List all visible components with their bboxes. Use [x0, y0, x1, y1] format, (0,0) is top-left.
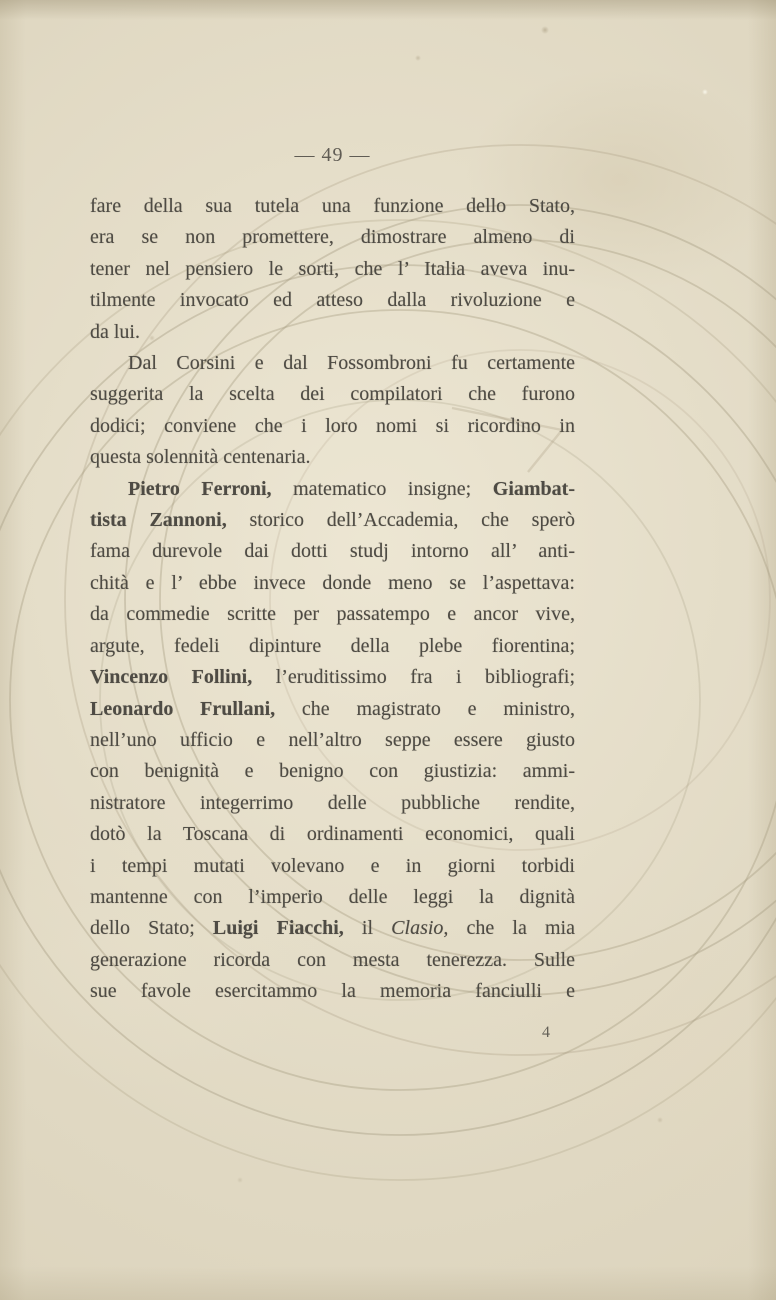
text-line [90, 379, 575, 410]
text-line [90, 851, 575, 882]
text-segment: il [343, 917, 392, 940]
text-line [90, 474, 575, 505]
text-line [90, 254, 575, 285]
text-line [90, 191, 575, 222]
text-segment: mantenne con l’imperio delle leggi la dignità [90, 885, 575, 908]
text-line [90, 976, 575, 1007]
text-line [90, 882, 575, 913]
text-segment: Dal Corsini e dal Fossombroni fu certamente [128, 352, 575, 375]
text-segment: era se non promettere, dimostrare almeno di [90, 226, 575, 249]
text-line [90, 694, 575, 725]
text-line [90, 725, 575, 756]
page-number: — 49 — [294, 144, 371, 166]
text-segment: generazione ricorda con mesta tenerezza. Sulle [90, 948, 575, 971]
text-segment: argute, fedeli dipinture della plebe fiorentina; [90, 634, 575, 657]
text-segment: dotò la Toscana di ordinamenti economici, quali [90, 823, 575, 846]
person-name-bold: Giambat- [492, 477, 575, 500]
text-line [90, 568, 575, 599]
text-line [90, 599, 575, 630]
text-segment: tilmente invocato ed atteso dalla rivoluzione e [90, 289, 575, 312]
text-line [90, 819, 575, 850]
signature-mark: 4 [542, 1024, 550, 1041]
text-line [90, 285, 575, 316]
page-body-text [90, 191, 575, 1008]
text-segment: storico dell’Accademia, che sperò [226, 509, 575, 532]
text-segment: nistratore integerrimo delle pubbliche rendite, [90, 791, 575, 814]
text-line [90, 411, 575, 442]
text-line [90, 536, 575, 567]
text-segment: sue favole esercitammo la memoria fanciulli e [90, 980, 575, 1003]
text-segment: chità e l’ ebbe invece donde meno se l’aspettava: [90, 571, 575, 594]
text-line [90, 913, 575, 944]
text-line [90, 442, 575, 473]
person-name-bold: Pietro Ferroni, [128, 477, 272, 500]
text-segment: dello Stato; [90, 917, 213, 940]
text-line [90, 945, 575, 976]
text-line [90, 348, 575, 379]
text-line [90, 756, 575, 787]
text-segment: nell’uno ufficio e nell’altro seppe essere giusto [90, 728, 575, 751]
text-segment: da lui. [90, 320, 140, 343]
person-name-bold: Vincenzo Follini, [90, 666, 253, 689]
text-line [90, 788, 575, 819]
text-line [90, 505, 575, 536]
text-segment: questa solennità centenaria. [90, 446, 311, 469]
text-segment: che magistrato e ministro, [275, 697, 575, 720]
text-segment: fama durevole dai dotti studj intorno all’ anti- [90, 540, 575, 563]
text-segment: l’eruditissimo fra i bibliografi; [252, 666, 576, 689]
text-segment: fare della sua tutela una funzione dello Stato, [90, 195, 575, 217]
text-line [90, 662, 575, 693]
text-line [90, 222, 575, 253]
person-name-bold: Leonardo Frullani, [90, 697, 276, 720]
person-name-bold: tista Zannoni, [90, 509, 227, 532]
text-segment: tener nel pensiero le sorti, che l’ Italia aveva inu- [90, 257, 575, 280]
text-segment: matematico insigne; [271, 477, 493, 500]
text-line [90, 631, 575, 662]
text-segment: dodici; conviene che i loro nomi si ricordino in [90, 414, 575, 437]
text-segment: da commedie scritte per passatempo e ancor vive, [90, 603, 575, 626]
text-segment: che la mia [448, 917, 575, 940]
text-segment: suggerita la scelta dei compilatori che furono [90, 383, 575, 406]
text-line [90, 317, 575, 348]
person-name-bold: Luigi Fiacchi, [212, 917, 344, 940]
italic-epithet: Clasio, [391, 917, 449, 940]
text-segment: i tempi mutati volevano e in giorni torbidi [90, 854, 575, 877]
text-segment: con benignità e benigno con giustizia: ammi- [90, 760, 575, 783]
